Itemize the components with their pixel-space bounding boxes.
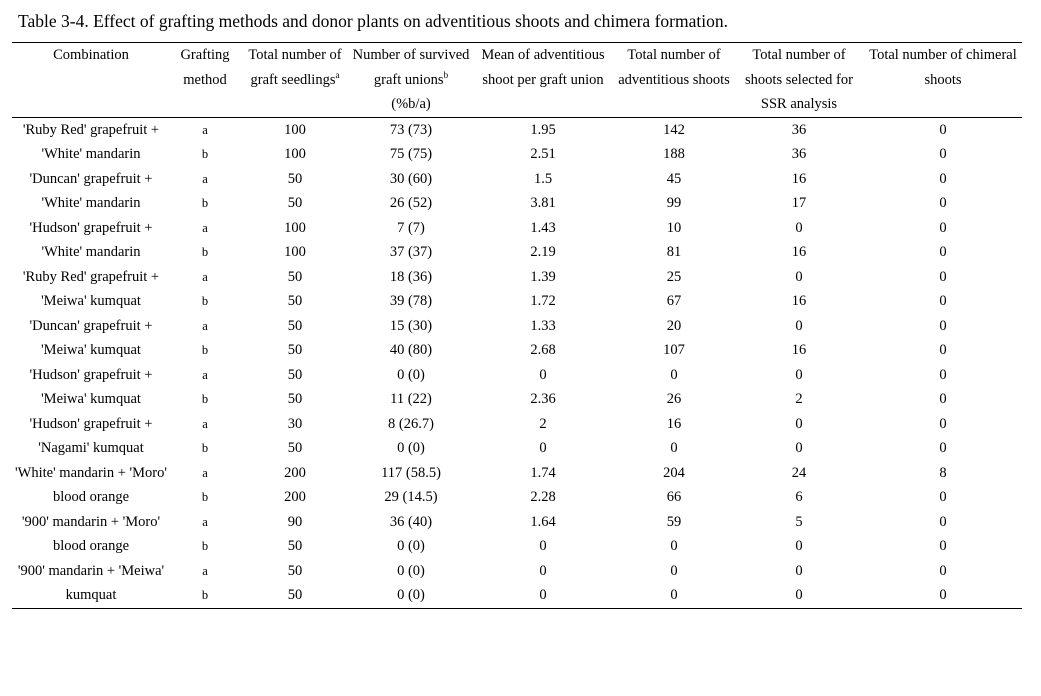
value-cell: 0	[939, 342, 947, 358]
value-cell: 16	[791, 293, 807, 309]
value-cell: 0	[939, 538, 947, 554]
value-cell: 1.95	[530, 121, 556, 138]
value-cell: 1.33	[530, 317, 556, 334]
value-cell: 0 (0)	[397, 562, 425, 579]
table-body	[12, 117, 1022, 608]
header-text: Total number of adventitious shoots	[618, 47, 730, 88]
table-row	[12, 559, 1022, 584]
value-cell: 50	[287, 366, 303, 383]
value-cell: 18 (36)	[389, 268, 433, 285]
value-cell: 0	[795, 366, 803, 383]
value-cell: 25	[666, 268, 682, 285]
combination-cell: 'White' mandarin + 'Moro' blood orange	[15, 464, 167, 505]
value-cell: 50	[287, 293, 303, 309]
grafting-method-cell: b	[201, 441, 209, 455]
value-cell: 2.51	[530, 146, 556, 162]
value-cell: 2.19	[530, 244, 556, 260]
value-cell: 6	[795, 489, 803, 505]
grafting-method-cell: b	[201, 294, 209, 308]
header-total-graft-seedlings	[240, 43, 350, 118]
grafting-method-cell: a	[202, 269, 208, 284]
header-text: Total number of graft seedlings	[248, 47, 342, 88]
value-cell: 30 (60)	[389, 170, 433, 187]
value-cell: 59	[666, 513, 682, 530]
combination-cell: '900' mandarin + 'Moro' blood orange	[21, 513, 161, 554]
value-cell: 0 (0)	[397, 440, 425, 456]
table-row	[12, 461, 1022, 486]
value-cell: 0 (0)	[397, 538, 425, 554]
value-cell: 0	[670, 562, 678, 579]
value-cell: 100	[284, 244, 306, 260]
value-cell: 8	[939, 464, 947, 481]
value-cell: 50	[287, 342, 303, 358]
value-cell: 50	[287, 391, 303, 407]
value-cell: 2.68	[530, 342, 556, 358]
header-shoots-selected-ssr	[734, 43, 864, 118]
value-cell: 26 (52)	[389, 195, 433, 211]
value-cell: 16	[791, 342, 807, 358]
header-text: Combination	[53, 47, 129, 63]
combination-cell: 'Ruby Red' grapefruit + 'White' mandarin	[22, 121, 160, 162]
header-total-chimeral-shoots	[864, 43, 1022, 118]
value-cell: 99	[666, 195, 682, 211]
value-cell: 1.39	[530, 268, 556, 285]
value-cell: 0	[795, 268, 803, 285]
value-cell: 0	[795, 538, 803, 554]
value-cell: 100	[284, 146, 306, 162]
value-cell: 36	[791, 121, 807, 138]
table-row	[12, 167, 1022, 192]
header-text: Total number of shoots selected for SSR analysis	[745, 47, 853, 112]
value-cell: 0	[795, 562, 803, 579]
value-cell: 0	[939, 415, 947, 432]
table-row	[12, 510, 1022, 535]
table-row	[12, 117, 1022, 142]
combination-cell: 'Ruby Red' grapefruit + 'Meiwa' kumquat	[22, 268, 160, 309]
value-cell: 0	[939, 170, 947, 187]
value-cell: 50	[287, 562, 303, 579]
value-cell: 107	[663, 342, 685, 358]
value-cell: 100	[284, 121, 306, 138]
value-cell: 0 (0)	[397, 366, 425, 383]
grafting-method-cell: a	[202, 318, 208, 333]
value-cell: 0	[795, 317, 803, 334]
value-cell: 50	[287, 195, 303, 211]
value-cell: 0	[939, 146, 947, 162]
combination-cell: 'Duncan' grapefruit + 'White' mandarin	[29, 170, 153, 211]
table-row	[12, 216, 1022, 241]
header-total-adventitious-shoots	[614, 43, 734, 118]
value-cell: 7 (7)	[397, 219, 425, 236]
value-cell: 2.36	[530, 391, 556, 407]
header-mean-adventitious-shoot	[472, 43, 614, 118]
value-cell: 0	[939, 268, 947, 285]
value-cell: 0	[939, 293, 947, 309]
value-cell: 0	[670, 366, 678, 383]
grafting-method-cell: a	[202, 563, 208, 578]
value-cell: 200	[284, 464, 306, 481]
value-cell: 15 (30)	[389, 317, 433, 334]
grafting-method-cell: b	[201, 588, 209, 602]
value-cell: 29 (14.5)	[384, 489, 438, 505]
value-cell: 0	[539, 538, 547, 554]
grafting-method-cell: a	[202, 465, 208, 480]
value-cell: 0	[795, 415, 803, 432]
header-text: Mean of adventitious shoot per graft union	[481, 47, 605, 88]
table-row	[12, 265, 1022, 290]
value-cell: 0	[539, 440, 547, 456]
value-cell: 188	[663, 146, 685, 162]
header-combination	[12, 43, 170, 118]
value-cell: 2.28	[530, 489, 556, 505]
value-cell: 16	[666, 415, 682, 432]
value-cell: 1.43	[530, 219, 556, 236]
value-cell: 1.74	[530, 464, 556, 481]
value-cell: 0	[670, 538, 678, 554]
grafting-method-cell: b	[201, 539, 209, 553]
grafting-method-cell: b	[201, 490, 209, 504]
value-cell: 0	[939, 195, 947, 211]
grafting-method-cell: b	[201, 196, 209, 210]
header-text: Grafting method	[180, 47, 230, 88]
grafting-method-cell: a	[202, 171, 208, 186]
value-cell: 66	[666, 489, 682, 505]
value-cell: 100	[284, 219, 306, 236]
header-extra: (%b/a)	[391, 96, 431, 112]
value-cell: 204	[663, 464, 685, 481]
grafting-method-cell: a	[202, 122, 208, 137]
value-cell: 0	[539, 587, 547, 603]
table-row	[12, 412, 1022, 437]
value-cell: 75 (75)	[389, 146, 433, 162]
header-text: Number of survived graft unions	[352, 47, 470, 88]
header-text: Total number of chimeral shoots	[869, 47, 1017, 88]
combination-cell: 'Hudson' grapefruit + 'Meiwa' kumquat	[29, 366, 153, 407]
value-cell: 2	[539, 415, 547, 432]
table-caption: Table 3-4. Effect of grafting methods and donor plants on adventitious shoots and chimera formation.	[18, 11, 728, 31]
value-cell: 0 (0)	[397, 587, 425, 603]
grafting-method-cell: b	[201, 147, 209, 161]
table-row	[12, 314, 1022, 339]
value-cell: 2	[795, 391, 803, 407]
table-row	[12, 363, 1022, 388]
value-cell: 37 (37)	[389, 244, 433, 260]
value-cell: 73 (73)	[389, 121, 433, 138]
value-cell: 0	[670, 440, 678, 456]
value-cell: 0	[939, 219, 947, 236]
value-cell: 81	[666, 244, 682, 260]
results-table	[12, 42, 1022, 609]
value-cell: 0	[939, 440, 947, 456]
value-cell: 11 (22)	[390, 391, 432, 407]
grafting-method-cell: a	[202, 514, 208, 529]
value-cell: 0	[795, 440, 803, 456]
value-cell: 1.64	[530, 513, 556, 530]
value-cell: 45	[666, 170, 682, 187]
value-cell: 0	[939, 121, 947, 138]
header-row	[12, 43, 1022, 118]
value-cell: 40 (80)	[389, 342, 433, 358]
value-cell: 0	[939, 513, 947, 530]
value-cell: 8 (26.7)	[388, 415, 434, 432]
value-cell: 0	[939, 562, 947, 579]
value-cell: 16	[791, 244, 807, 260]
combination-cell: 'Hudson' grapefruit + 'White' mandarin	[29, 219, 153, 260]
value-cell: 1.72	[530, 293, 556, 309]
value-cell: 1.5	[533, 170, 553, 187]
value-cell: 16	[791, 170, 807, 187]
value-cell: 26	[666, 391, 682, 407]
header-superscript: b	[443, 69, 449, 80]
value-cell: 67	[666, 293, 682, 309]
value-cell: 0	[795, 587, 803, 603]
grafting-method-cell: b	[201, 245, 209, 259]
value-cell: 30	[287, 415, 303, 432]
value-cell: 90	[287, 513, 303, 530]
grafting-method-cell: b	[201, 392, 209, 406]
value-cell: 0	[795, 219, 803, 236]
value-cell: 50	[287, 587, 303, 603]
value-cell: 117 (58.5)	[381, 464, 441, 481]
value-cell: 200	[284, 489, 306, 505]
combination-cell: 'Hudson' grapefruit + 'Nagami' kumquat	[29, 415, 153, 456]
value-cell: 0	[939, 244, 947, 260]
combination-cell: 'Duncan' grapefruit + 'Meiwa' kumquat	[29, 317, 153, 358]
value-cell: 0	[939, 587, 947, 603]
grafting-method-cell: a	[202, 220, 208, 235]
value-cell: 10	[666, 219, 682, 236]
value-cell: 0	[939, 366, 947, 383]
value-cell: 24	[791, 464, 807, 481]
value-cell: 0	[939, 391, 947, 407]
value-cell: 50	[287, 170, 303, 187]
value-cell: 50	[287, 440, 303, 456]
value-cell: 17	[791, 195, 807, 211]
value-cell: 142	[663, 121, 685, 138]
grafting-method-cell: a	[202, 367, 208, 382]
value-cell: 20	[666, 317, 682, 334]
header-grafting-method	[170, 43, 240, 118]
value-cell: 39 (78)	[389, 293, 433, 309]
combination-cell: '900' mandarin + 'Meiwa' kumquat	[17, 562, 165, 603]
value-cell: 36	[791, 146, 807, 162]
value-cell: 50	[287, 268, 303, 285]
value-cell: 0	[539, 562, 547, 579]
value-cell: 36 (40)	[389, 513, 433, 530]
grafting-method-cell: a	[202, 416, 208, 431]
value-cell: 50	[287, 317, 303, 334]
header-superscript: a	[335, 69, 340, 80]
value-cell: 0	[670, 587, 678, 603]
grafting-method-cell: b	[201, 343, 209, 357]
value-cell: 5	[795, 513, 803, 530]
value-cell: 50	[287, 538, 303, 554]
value-cell: 0	[539, 366, 547, 383]
value-cell: 3.81	[530, 195, 556, 211]
value-cell: 0	[939, 489, 947, 505]
header-survived-graft-unions	[350, 43, 472, 118]
value-cell: 0	[939, 317, 947, 334]
